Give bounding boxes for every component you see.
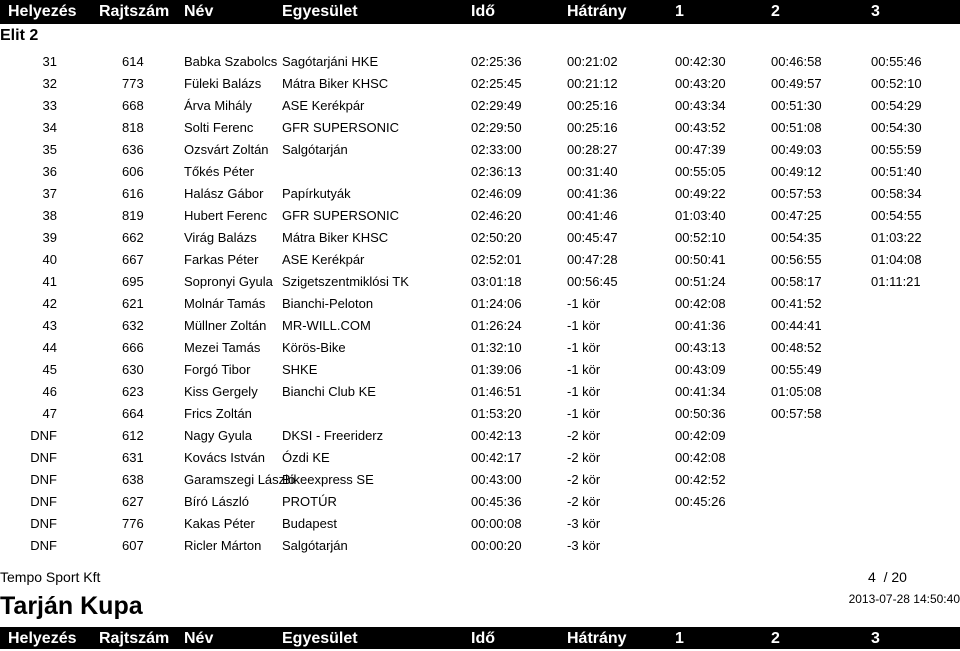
bib-number: 627 xyxy=(122,494,144,509)
bib-number: 695 xyxy=(122,274,144,289)
lap-3-time: 01:03:22 xyxy=(871,230,922,245)
header-nev: Név xyxy=(184,630,214,647)
bib-number: 606 xyxy=(122,164,144,179)
time-behind: 00:45:47 xyxy=(567,230,618,245)
lap-2-time: 00:57:58 xyxy=(771,406,822,421)
bib-number: 818 xyxy=(122,120,144,135)
header-helyezes: Helyezés xyxy=(8,3,77,20)
total-time: 01:53:20 xyxy=(471,406,522,421)
time-behind: -3 kör xyxy=(567,516,601,531)
header-lap-1: 1 xyxy=(675,630,684,647)
total-time: 00:42:13 xyxy=(471,428,522,443)
table-row xyxy=(0,381,960,403)
time-behind: 00:21:12 xyxy=(567,76,618,91)
total-time: 03:01:18 xyxy=(471,274,522,289)
placement: 46 xyxy=(42,384,57,399)
club: Bianchi-Peloton xyxy=(282,296,374,311)
table-row xyxy=(0,271,960,293)
bib-number: 667 xyxy=(122,252,144,267)
rider-name: Farkas Péter xyxy=(184,252,259,267)
table-row xyxy=(0,447,960,469)
rider-name: Füleki Balázs xyxy=(184,76,262,91)
rider-name: Frics Zoltán xyxy=(184,406,252,421)
lap-2-time: 00:55:49 xyxy=(771,362,822,377)
table-row xyxy=(0,535,960,557)
rider-name: Mezei Tamás xyxy=(184,340,261,355)
lap-1-time: 00:51:24 xyxy=(675,274,726,289)
rider-name: Molnár Tamás xyxy=(184,296,266,311)
lap-3-time: 01:04:08 xyxy=(871,252,922,267)
total-time: 00:45:36 xyxy=(471,494,522,509)
lap-3-time: 00:52:10 xyxy=(871,76,922,91)
header-egyesulet: Egyesület xyxy=(282,630,358,647)
bib-number: 614 xyxy=(122,54,144,69)
header-ido: Idő xyxy=(471,630,495,647)
header-rajtszam: Rajtszám xyxy=(99,3,170,20)
lap-1-time: 00:52:10 xyxy=(675,230,726,245)
club: Budapest xyxy=(282,516,337,531)
lap-3-time: 00:55:46 xyxy=(871,54,922,69)
lap-1-time: 00:42:08 xyxy=(675,450,726,465)
rider-name: Ozsvárt Zoltán xyxy=(184,142,269,157)
placement: DNF xyxy=(30,516,57,531)
event-title: Tarján Kupa xyxy=(0,592,143,620)
header-lap-3: 3 xyxy=(871,630,880,647)
club: GFR SUPERSONIC xyxy=(282,120,400,135)
time-behind: -2 kör xyxy=(567,472,601,487)
time-behind: 00:41:46 xyxy=(567,208,618,223)
bib-number: 664 xyxy=(122,406,144,421)
placement: 39 xyxy=(42,230,57,245)
club: PROTÚR xyxy=(282,494,337,509)
header-hatrany: Hátrány xyxy=(567,3,627,20)
header-egyesulet: Egyesület xyxy=(282,3,358,20)
total-time: 02:25:45 xyxy=(471,76,522,91)
time-behind: 00:47:28 xyxy=(567,252,618,267)
bib-number: 630 xyxy=(122,362,144,377)
club: Körös-Bike xyxy=(282,340,346,355)
header-ido: Idő xyxy=(471,3,495,20)
lap-1-time: 00:55:05 xyxy=(675,164,726,179)
rider-name: Tőkés Péter xyxy=(184,164,255,179)
header-hatrany: Hátrány xyxy=(567,630,627,647)
table-row xyxy=(0,51,960,73)
placement: DNF xyxy=(30,428,57,443)
header-rajtszam: Rajtszám xyxy=(99,630,170,647)
placement: 43 xyxy=(42,318,57,333)
total-time: 01:32:10 xyxy=(471,340,522,355)
time-behind: -2 kör xyxy=(567,450,601,465)
rider-name: Garamszegi László xyxy=(184,472,296,487)
header-lap-3: 3 xyxy=(871,3,880,20)
rider-name: Kovács István xyxy=(184,450,265,465)
table-row xyxy=(0,491,960,513)
placement: 32 xyxy=(42,76,57,91)
lap-2-time: 00:46:58 xyxy=(771,54,822,69)
lap-2-time: 00:47:25 xyxy=(771,208,822,223)
lap-1-time: 00:50:36 xyxy=(675,406,726,421)
placement: 31 xyxy=(42,54,57,69)
time-behind: 00:25:16 xyxy=(567,98,618,113)
table-row xyxy=(0,425,960,447)
rider-name: Ricler Márton xyxy=(184,538,262,553)
time-behind: -1 kör xyxy=(567,296,601,311)
results-header-bottom xyxy=(0,627,960,649)
total-time: 01:26:24 xyxy=(471,318,522,333)
time-behind: 00:41:36 xyxy=(567,186,618,201)
time-behind: -2 kör xyxy=(567,428,601,443)
total-pages: / 20 xyxy=(883,569,907,585)
lap-2-time: 00:51:30 xyxy=(771,98,822,113)
bib-number: 607 xyxy=(122,538,144,553)
table-row xyxy=(0,73,960,95)
lap-2-time: 00:49:03 xyxy=(771,142,822,157)
lap-1-time: 00:42:30 xyxy=(675,54,726,69)
lap-2-time: 00:49:57 xyxy=(771,76,822,91)
placement: 41 xyxy=(42,274,57,289)
placement: 37 xyxy=(42,186,57,201)
total-time: 00:43:00 xyxy=(471,472,522,487)
bib-number: 621 xyxy=(122,296,144,311)
lap-1-time: 00:43:09 xyxy=(675,362,726,377)
rider-name: Solti Ferenc xyxy=(184,120,254,135)
lap-1-time: 00:50:41 xyxy=(675,252,726,267)
total-time: 02:52:01 xyxy=(471,252,522,267)
total-time: 01:24:06 xyxy=(471,296,522,311)
placement: 42 xyxy=(42,296,57,311)
results-header-top xyxy=(0,0,960,24)
club: Salgótarján xyxy=(282,142,348,157)
time-behind: 00:25:16 xyxy=(567,120,618,135)
lap-2-time: 00:49:12 xyxy=(771,164,822,179)
placement: 33 xyxy=(42,98,57,113)
placement: 34 xyxy=(42,120,57,135)
lap-1-time: 00:41:34 xyxy=(675,384,726,399)
lap-1-time: 00:43:13 xyxy=(675,340,726,355)
bib-number: 632 xyxy=(122,318,144,333)
lap-1-time: 00:42:52 xyxy=(675,472,726,487)
lap-2-time: 00:48:52 xyxy=(771,340,822,355)
bib-number: 662 xyxy=(122,230,144,245)
bib-number: 773 xyxy=(122,76,144,91)
total-time: 02:46:20 xyxy=(471,208,522,223)
table-row xyxy=(0,139,960,161)
table-row xyxy=(0,205,960,227)
placement: 40 xyxy=(42,252,57,267)
table-row xyxy=(0,183,960,205)
table-row xyxy=(0,337,960,359)
bib-number: 776 xyxy=(122,516,144,531)
time-behind: 00:28:27 xyxy=(567,142,618,157)
total-time: 01:39:06 xyxy=(471,362,522,377)
table-row xyxy=(0,227,960,249)
total-time: 02:29:50 xyxy=(471,120,522,135)
bib-number: 666 xyxy=(122,340,144,355)
club: Papírkutyák xyxy=(282,186,351,201)
total-time: 02:25:36 xyxy=(471,54,522,69)
table-row xyxy=(0,513,960,535)
lap-2-time: 00:54:35 xyxy=(771,230,822,245)
table-row xyxy=(0,161,960,183)
rider-name: Babka Szabolcs xyxy=(184,54,278,69)
total-time: 00:00:08 xyxy=(471,516,522,531)
club: Szigetszentmiklósi TK xyxy=(282,274,409,289)
page-number xyxy=(868,567,907,587)
lap-3-time: 00:54:29 xyxy=(871,98,922,113)
rider-name: Virág Balázs xyxy=(184,230,257,245)
lap-1-time: 00:43:52 xyxy=(675,120,726,135)
time-behind: 00:21:02 xyxy=(567,54,618,69)
lap-1-time: 00:42:08 xyxy=(675,296,726,311)
rider-name: Nagy Gyula xyxy=(184,428,252,443)
lap-3-time: 00:54:55 xyxy=(871,208,922,223)
table-row xyxy=(0,249,960,271)
lap-1-time: 00:49:22 xyxy=(675,186,726,201)
rider-name: Bíró László xyxy=(184,494,250,509)
bib-number: 636 xyxy=(122,142,144,157)
placement: 38 xyxy=(42,208,57,223)
current-page: 4 xyxy=(868,569,876,585)
header-lap-1: 1 xyxy=(675,3,684,20)
total-time: 00:00:20 xyxy=(471,538,522,553)
lap-1-time: 00:43:20 xyxy=(675,76,726,91)
club: Mátra Biker KHSC xyxy=(282,76,389,91)
time-behind: -1 kör xyxy=(567,362,601,377)
time-behind: -1 kör xyxy=(567,318,601,333)
table-row xyxy=(0,293,960,315)
total-time: 02:50:20 xyxy=(471,230,522,245)
club: ASE Kerékpár xyxy=(282,252,365,267)
time-behind: -3 kör xyxy=(567,538,601,553)
lap-2-time: 00:58:17 xyxy=(771,274,822,289)
table-row xyxy=(0,403,960,425)
time-behind: -1 kör xyxy=(567,384,601,399)
placement: DNF xyxy=(30,472,57,487)
lap-2-time: 00:51:08 xyxy=(771,120,822,135)
total-time: 02:36:13 xyxy=(471,164,522,179)
total-time: 02:46:09 xyxy=(471,186,522,201)
bib-number: 616 xyxy=(122,186,144,201)
rider-name: Kakas Péter xyxy=(184,516,255,531)
total-time: 00:42:17 xyxy=(471,450,522,465)
placement: 45 xyxy=(42,362,57,377)
placement: DNF xyxy=(30,538,57,553)
club: Mátra Biker KHSC xyxy=(282,230,389,245)
time-behind: -1 kör xyxy=(567,406,601,421)
placement: 47 xyxy=(42,406,57,421)
club: DKSI - Freeriderz xyxy=(282,428,384,443)
printed-timestamp: 2013-07-28 14:50:40 xyxy=(848,592,960,606)
rider-name: Müllner Zoltán xyxy=(184,318,267,333)
club: GFR SUPERSONIC xyxy=(282,208,400,223)
header-lap-2: 2 xyxy=(771,630,780,647)
placement: 36 xyxy=(42,164,57,179)
club: ASE Kerékpár xyxy=(282,98,365,113)
placement: DNF xyxy=(30,450,57,465)
club: Bianchi Club KE xyxy=(282,384,376,399)
lap-1-time: 01:03:40 xyxy=(675,208,726,223)
lap-3-time: 00:51:40 xyxy=(871,164,922,179)
club: Sagótarjáni HKE xyxy=(282,54,379,69)
table-row xyxy=(0,469,960,491)
time-behind: 00:56:45 xyxy=(567,274,618,289)
placement: DNF xyxy=(30,494,57,509)
lap-1-time: 00:42:09 xyxy=(675,428,726,443)
bib-number: 668 xyxy=(122,98,144,113)
header-nev: Név xyxy=(184,3,214,20)
lap-2-time: 00:41:52 xyxy=(771,296,822,311)
lap-1-time: 00:41:36 xyxy=(675,318,726,333)
rider-name: Árva Mihály xyxy=(184,98,252,113)
lap-2-time: 00:56:55 xyxy=(771,252,822,267)
lap-2-time: 00:57:53 xyxy=(771,186,822,201)
lap-1-time: 00:47:39 xyxy=(675,142,726,157)
club: Ózdi KE xyxy=(282,450,330,465)
time-behind: -2 kör xyxy=(567,494,601,509)
club: Salgótarján xyxy=(282,538,348,553)
header-lap-2: 2 xyxy=(771,3,780,20)
total-time: 01:46:51 xyxy=(471,384,522,399)
placement: 35 xyxy=(42,142,57,157)
bib-number: 631 xyxy=(122,450,144,465)
table-row xyxy=(0,359,960,381)
lap-3-time: 00:54:30 xyxy=(871,120,922,135)
bib-number: 819 xyxy=(122,208,144,223)
lap-3-time: 00:55:59 xyxy=(871,142,922,157)
rider-name: Hubert Ferenc xyxy=(184,208,268,223)
lap-3-time: 00:58:34 xyxy=(871,186,922,201)
placement: 44 xyxy=(42,340,57,355)
table-row xyxy=(0,117,960,139)
club: SHKE xyxy=(282,362,318,377)
lap-1-time: 00:45:26 xyxy=(675,494,726,509)
lap-3-time: 01:11:21 xyxy=(871,274,921,289)
rider-name: Forgó Tibor xyxy=(184,362,251,377)
bib-number: 612 xyxy=(122,428,144,443)
club: Bikeexpress SE xyxy=(282,472,374,487)
time-behind: 00:31:40 xyxy=(567,164,618,179)
bib-number: 623 xyxy=(122,384,144,399)
lap-1-time: 00:43:34 xyxy=(675,98,726,113)
header-helyezes: Helyezés xyxy=(8,630,77,647)
lap-2-time: 01:05:08 xyxy=(771,384,822,399)
company-name: Tempo Sport Kft xyxy=(0,569,101,585)
table-row xyxy=(0,315,960,337)
category-title: Elit 2 xyxy=(0,27,39,44)
total-time: 02:29:49 xyxy=(471,98,522,113)
rider-name: Halász Gábor xyxy=(184,186,264,201)
rider-name: Kiss Gergely xyxy=(184,384,258,399)
table-row xyxy=(0,95,960,117)
club: MR-WILL.COM xyxy=(282,318,371,333)
lap-2-time: 00:44:41 xyxy=(771,318,822,333)
rider-name: Sopronyi Gyula xyxy=(184,274,273,289)
total-time: 02:33:00 xyxy=(471,142,522,157)
bib-number: 638 xyxy=(122,472,144,487)
time-behind: -1 kör xyxy=(567,340,601,355)
